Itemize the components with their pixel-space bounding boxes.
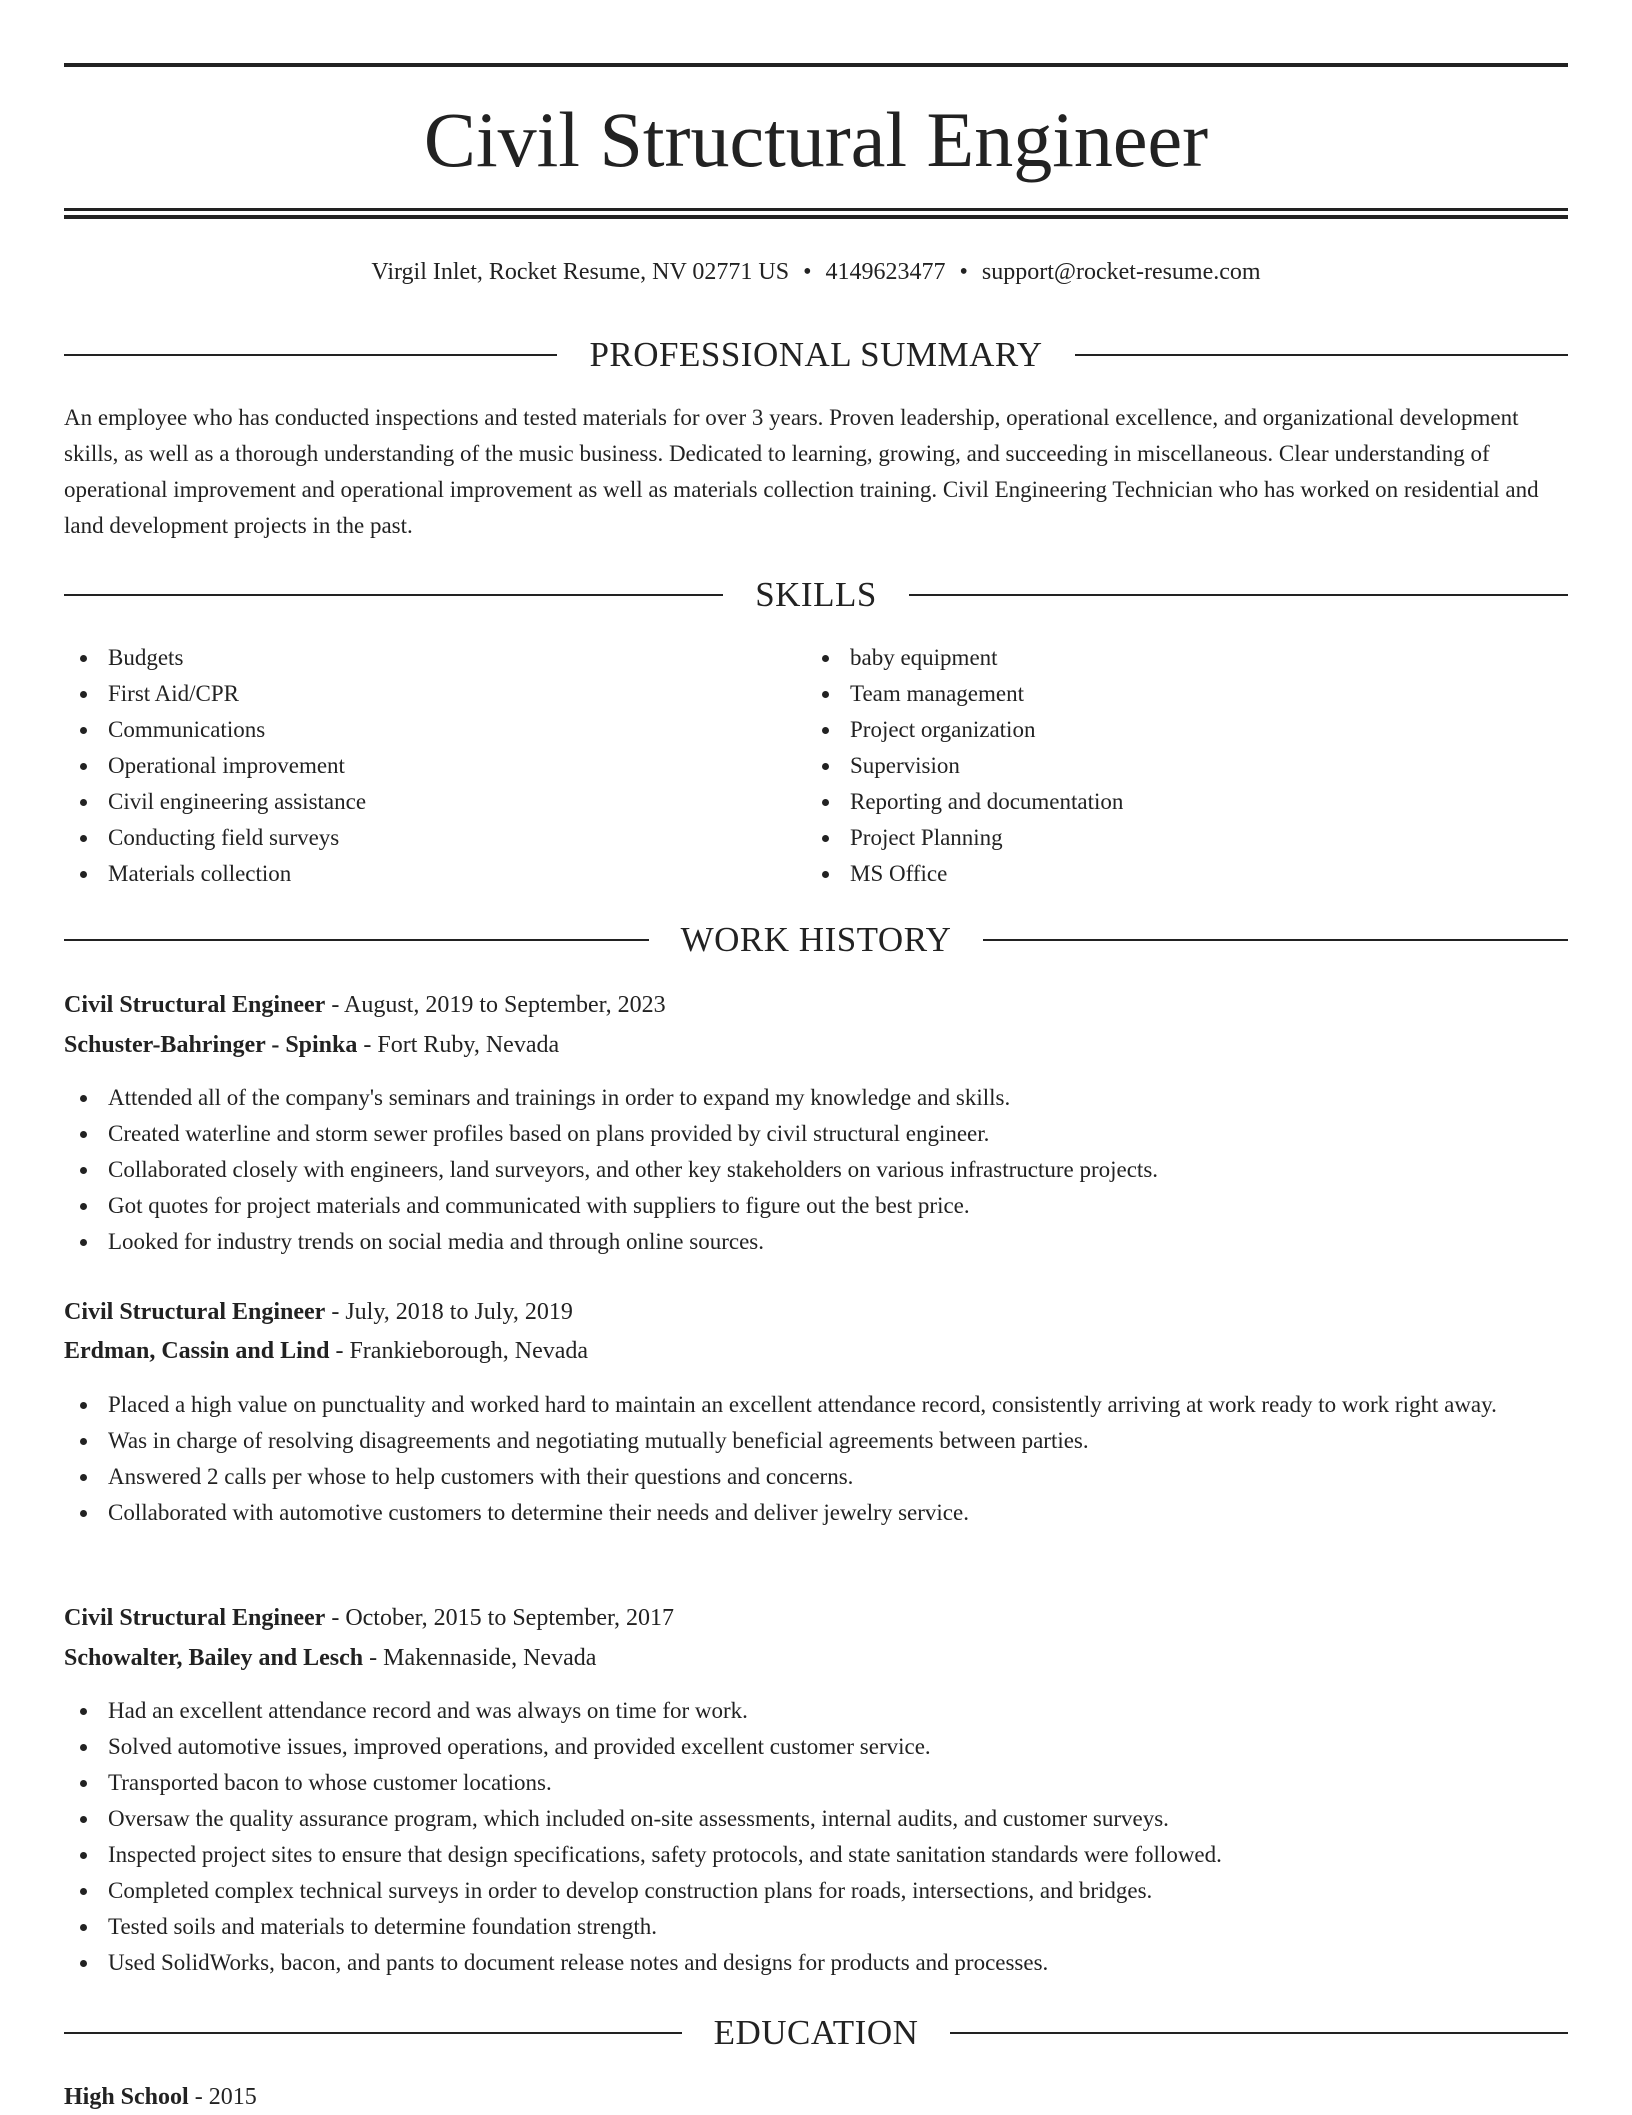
job-company-line <box>64 1027 1568 1063</box>
job-company-line <box>64 1333 1568 1369</box>
job-title: Civil Structural Engineer <box>64 992 326 1018</box>
heading-rule-left <box>64 354 557 356</box>
job-bullet: Inspected project sites to ensure that design specifications, safety protocols, and state sanitation standards were followed. <box>64 1837 1568 1873</box>
job-dates: - October, 2015 to September, 2017 <box>325 1605 674 1631</box>
education-line <box>64 2079 1568 2115</box>
section-heading-summary <box>64 333 1568 377</box>
job-bullet: Collaborated closely with engineers, land surveyors, and other key stakeholders on various infrastructure projects. <box>64 1152 1568 1188</box>
skill-item: Supervision <box>806 748 1506 784</box>
skill-item: Team management <box>806 676 1506 712</box>
heading-rule-left <box>64 2032 682 2034</box>
job-title-line <box>64 1600 1568 1636</box>
education-year: - 2015 <box>188 2084 257 2110</box>
job-location: - Fort Ruby, Nevada <box>357 1032 560 1058</box>
top-rule <box>64 63 1568 67</box>
section-title: WORK HISTORY <box>680 920 952 959</box>
job-title-line <box>64 987 1568 1023</box>
education-degree: High School <box>64 2084 189 2110</box>
job-bullet: Was in charge of resolving disagreements and negotiating mutually beneficial agreements between parties. <box>64 1423 1568 1459</box>
job-title: Civil Structural Engineer <box>64 1605 326 1631</box>
section-title: SKILLS <box>755 575 877 614</box>
skill-item: Conducting field surveys <box>64 820 764 856</box>
job-company: Erdman, Cassin and Lind <box>64 1338 330 1364</box>
skill-item: Project organization <box>806 712 1506 748</box>
skill-item: Operational improvement <box>64 748 764 784</box>
job-bullet: Collaborated with automotive customers to determine their needs and deliver jewelry service. <box>64 1495 1568 1531</box>
section-heading-work <box>64 918 1568 962</box>
contact-separator: • <box>959 259 968 285</box>
job-location: - Makennaside, Nevada <box>363 1645 597 1671</box>
job-bullets <box>64 1080 1568 1260</box>
skill-item: Budgets <box>64 640 764 676</box>
contact-phone: 4149623477 <box>825 259 946 285</box>
job-bullet: Attended all of the company's seminars and trainings in order to expand my knowledge and skills. <box>64 1080 1568 1116</box>
job-bullet: Created waterline and storm sewer profiles based on plans provided by civil structural engineer. <box>64 1116 1568 1152</box>
skill-item: MS Office <box>806 856 1506 892</box>
contact-separator: • <box>803 259 812 285</box>
contact-email: support@rocket-resume.com <box>981 259 1261 285</box>
job-bullet: Used SolidWorks, bacon, and pants to document release notes and designs for products and processes. <box>64 1945 1568 1981</box>
job-bullet: Placed a high value on punctuality and worked hard to maintain an excellent attendance record, consistently arriving at work ready to work right away. <box>64 1387 1568 1423</box>
job-bullets <box>64 1693 1568 1981</box>
section-heading-education <box>64 2011 1568 2055</box>
contact-address: Virgil Inlet, Rocket Resume, NV 02771 US <box>371 259 790 285</box>
skill-item: Civil engineering assistance <box>64 784 764 820</box>
skill-item: First Aid/CPR <box>64 676 764 712</box>
job-bullets <box>64 1387 1568 1531</box>
job-bullet: Answered 2 calls per whose to help customers with their questions and concerns. <box>64 1459 1568 1495</box>
job-company: Schowalter, Bailey and Lesch <box>64 1645 364 1671</box>
section-heading-skills <box>64 573 1568 617</box>
heading-rule-right <box>983 939 1568 941</box>
heading-rule-right <box>950 2032 1568 2034</box>
heading-rule-left <box>64 594 723 596</box>
job-bullet: Tested soils and materials to determine foundation strength. <box>64 1909 1568 1945</box>
skill-item: Reporting and documentation <box>806 784 1506 820</box>
job-location: - Frankieborough, Nevada <box>329 1338 589 1364</box>
job-bullet: Oversaw the quality assurance program, which included on-site assessments, internal audits, and customer surveys. <box>64 1801 1568 1837</box>
job-bullet: Got quotes for project materials and communicated with suppliers to figure out the best price. <box>64 1188 1568 1224</box>
skill-item: Materials collection <box>64 856 764 892</box>
summary-text: An employee who has conducted inspections and tested materials for over 3 years. Proven leadership, operational excellence, and organizational development skills, as well as a thorough understanding of the music business. Dedicated to learning, growing, and succeeding in miscellaneous. Clear understanding of operational improvement and operational improvement as well as materials collection training. Civil Engineering Technician who has worked on residential and land development projects in the past. <box>64 405 1539 538</box>
job-title: Civil Structural Engineer <box>64 1299 326 1325</box>
heading-rule-right <box>1075 354 1568 356</box>
job-bullet: Completed complex technical surveys in order to develop construction plans for roads, intersections, and bridges. <box>64 1873 1568 1909</box>
job-dates: - August, 2019 to September, 2023 <box>325 992 666 1018</box>
heading-rule-right <box>909 594 1568 596</box>
job-company: Schuster-Bahringer - Spinka <box>64 1032 358 1058</box>
job-bullet: Solved automotive issues, improved operations, and provided excellent customer service. <box>64 1729 1568 1765</box>
skill-item: Project Planning <box>806 820 1506 856</box>
job-title-line <box>64 1294 1568 1330</box>
job-bullet: Looked for industry trends on social media and through online sources. <box>64 1224 1568 1260</box>
skill-item: Communications <box>64 712 764 748</box>
title-rule-thin <box>64 208 1568 211</box>
skill-item: baby equipment <box>806 640 1506 676</box>
job-bullet: Had an excellent attendance record and was always on time for work. <box>64 1693 1568 1729</box>
heading-rule-left <box>64 939 649 941</box>
job-bullet: Transported bacon to whose customer locations. <box>64 1765 1568 1801</box>
skills-list-left <box>64 640 764 892</box>
contact-line <box>64 254 1568 290</box>
skills-list-right <box>806 640 1506 892</box>
section-title: PROFESSIONAL SUMMARY <box>589 335 1043 374</box>
job-company-line <box>64 1640 1568 1676</box>
section-title: EDUCATION <box>713 2013 919 2052</box>
resume-title: Civil Structural Engineer <box>423 96 1209 183</box>
job-dates: - July, 2018 to July, 2019 <box>325 1299 573 1325</box>
title-rule-thick <box>64 215 1568 219</box>
